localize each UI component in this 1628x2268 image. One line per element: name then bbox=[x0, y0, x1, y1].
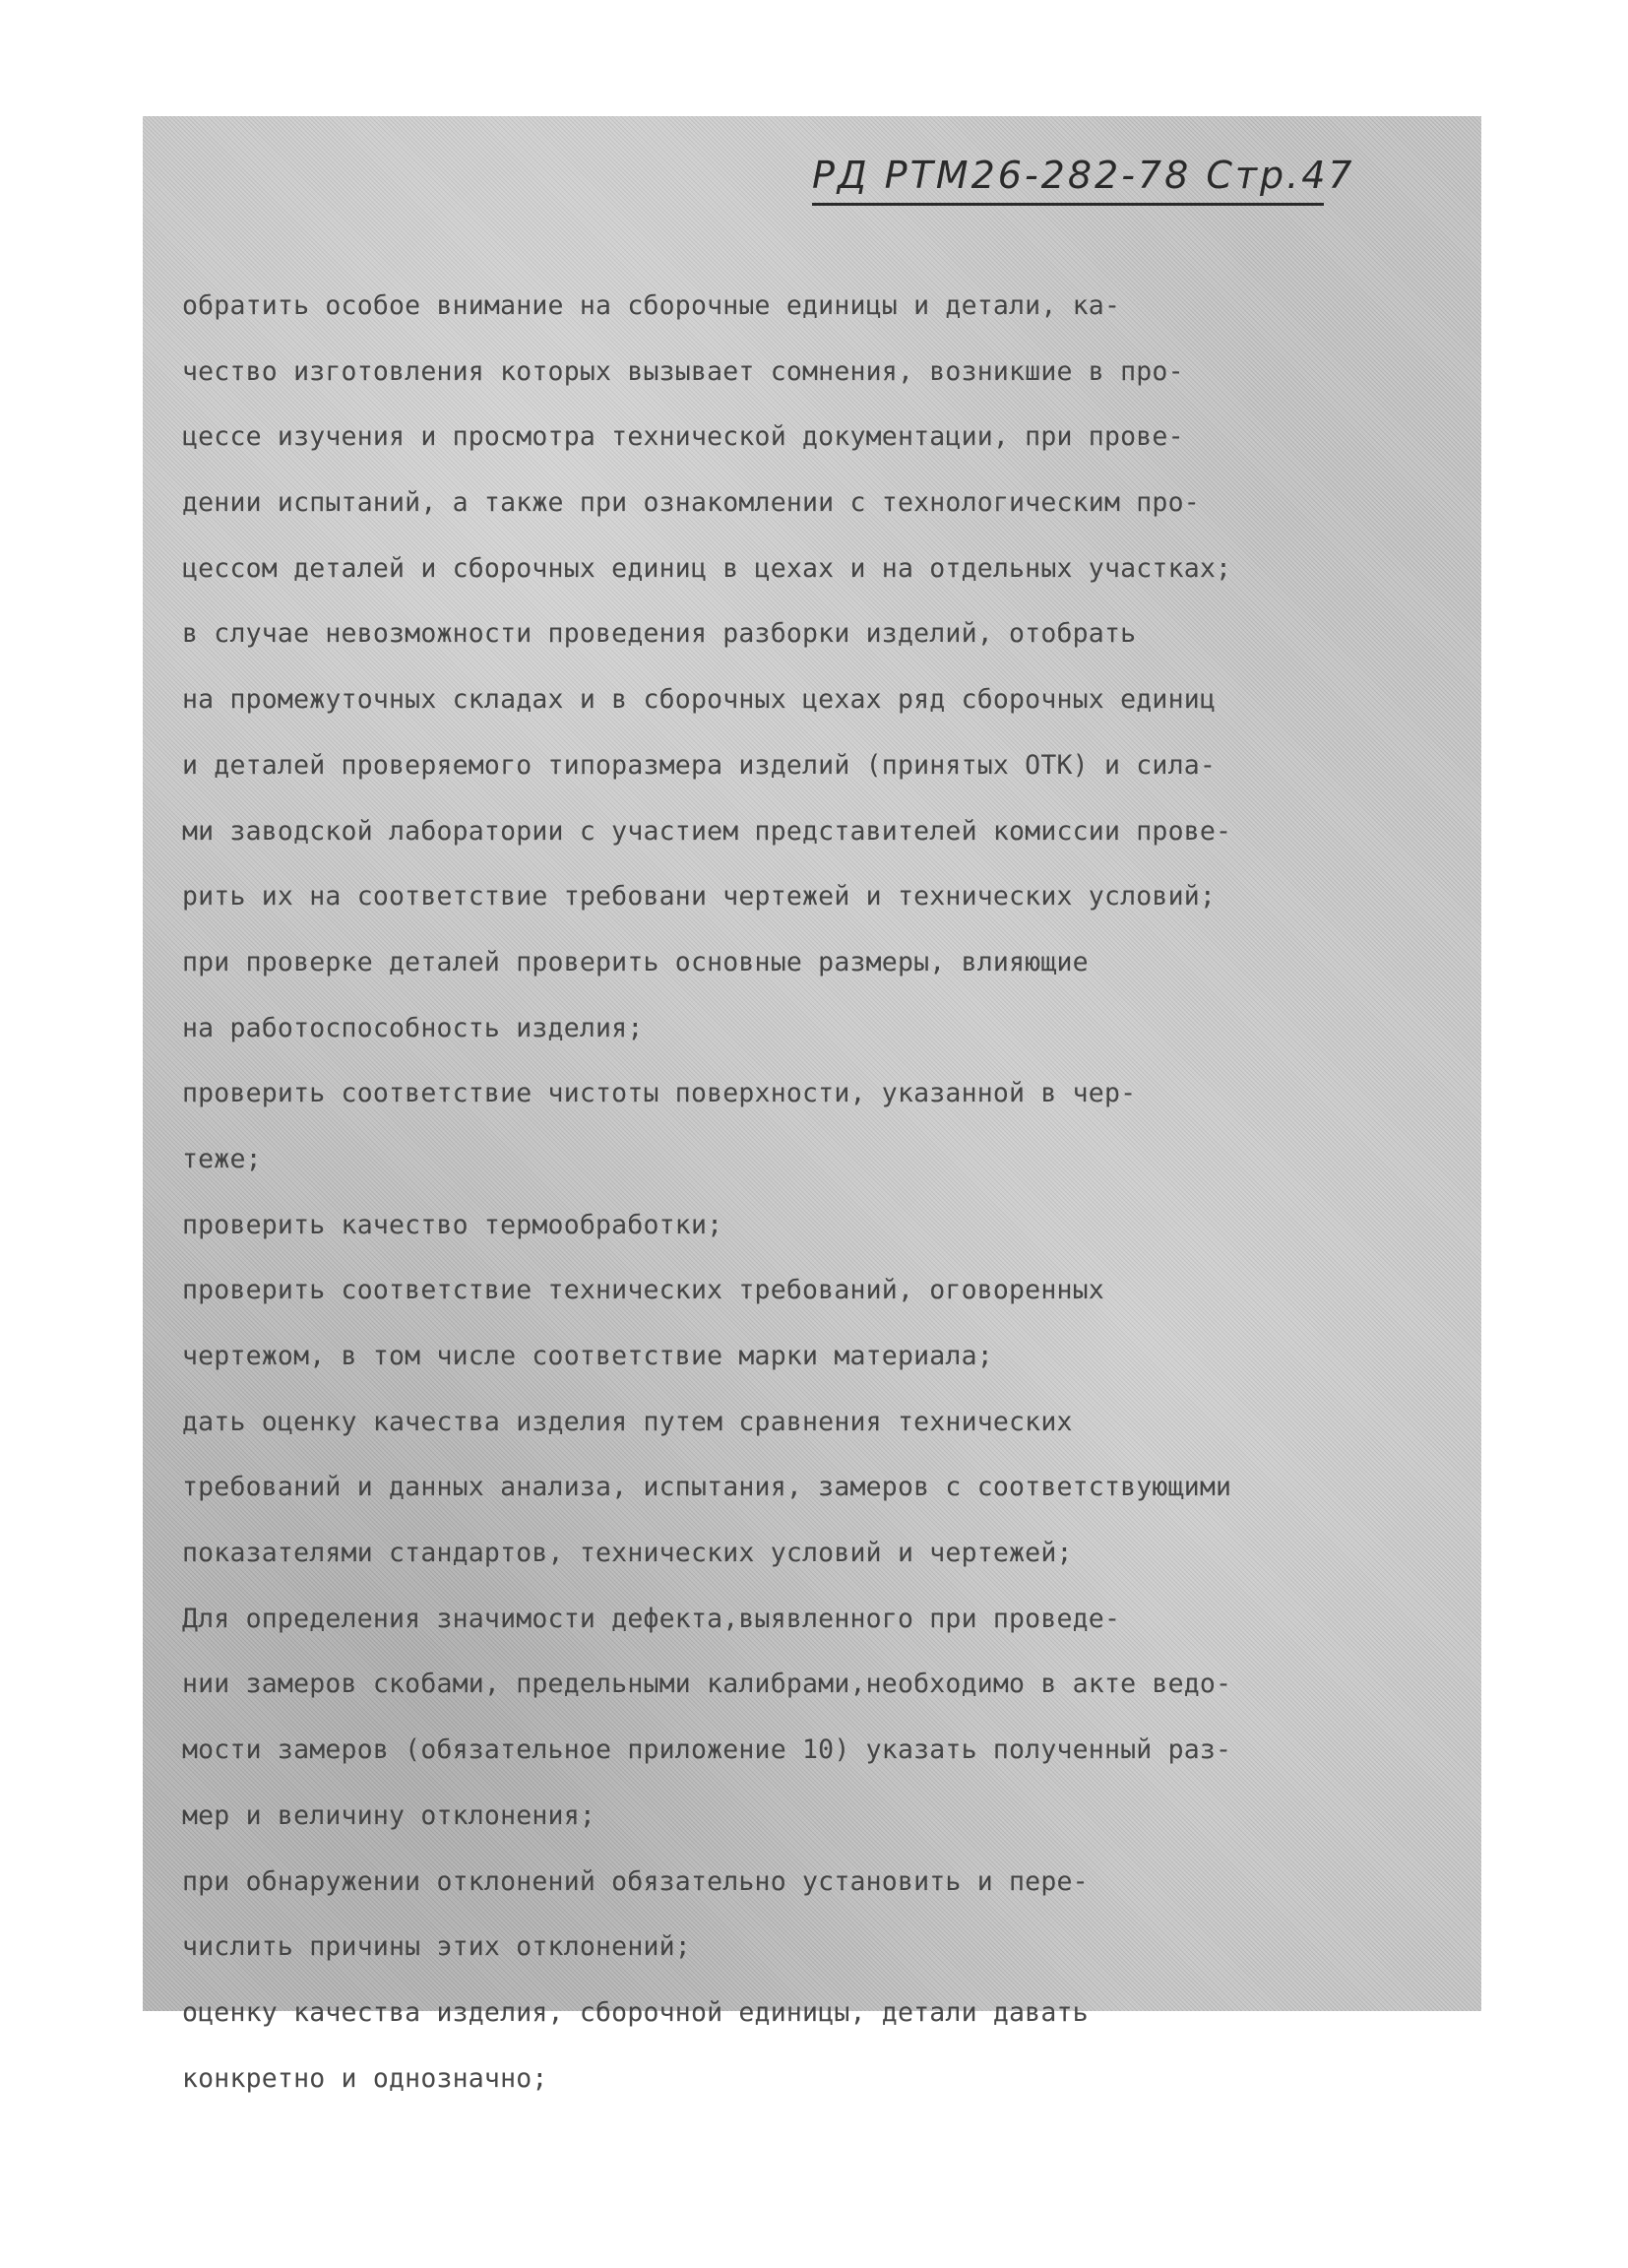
text-line: чество изготовления которых вызывает сомнения, возникшие в про- bbox=[182, 355, 1184, 387]
text-line: нии замеров скобами, предельными калибрами,необходимо в акте ведо- bbox=[182, 1669, 1232, 1700]
text-line: при обнаружении отклонений обязательно установить и пере- bbox=[182, 1865, 1089, 1897]
text-line: проверить соответствие технических требований, оговоренных bbox=[182, 1275, 1104, 1306]
document-body bbox=[182, 274, 1452, 2111]
scanned-page bbox=[143, 116, 1481, 2094]
text-line: в случае невозможности проведения разборки изделий, отобрать bbox=[182, 618, 1137, 650]
text-line: и деталей проверяемого типоразмера изделий (принятых ОТК) и сила- bbox=[182, 749, 1217, 781]
text-line: при проверке деталей проверить основные размеры, влияющие bbox=[182, 946, 1089, 977]
text-line: мер и величину отклонения; bbox=[182, 1799, 596, 1831]
text-line: цессе изучения и просмотра технической документации, при прове- bbox=[182, 421, 1184, 453]
text-line: дении испытаний, а также при ознакомлении с технологическим про- bbox=[182, 487, 1200, 519]
text-line: показателями стандартов, технических условий и чертежей; bbox=[182, 1538, 1073, 1569]
text-line: теже; bbox=[182, 1143, 262, 1174]
text-line: мости замеров (обязательное приложение 10) указать полученный раз- bbox=[182, 1734, 1232, 1766]
text-line: оценку качества изделия, сборочной единицы, детали давать bbox=[182, 1996, 1089, 2028]
text-line: ми заводской лаборатории с участием представителей комиссии прове- bbox=[182, 815, 1232, 847]
text-line: чертежом, в том числе соответствие марки материала; bbox=[182, 1341, 993, 1371]
text-line: на промежуточных складах и в сборочных цехах ряд сборочных единиц bbox=[182, 684, 1217, 716]
text-line: Для определения значимости дефекта,выявленного при проведе- bbox=[182, 1603, 1121, 1634]
text-line: цессом деталей и сборочных единиц в цехах и на отдельных участках; bbox=[182, 552, 1232, 584]
text-line: проверить соответствие чистоты поверхности, указанной в чер- bbox=[182, 1078, 1137, 1109]
text-line: рить их на соответствие требовани чертежей и технических условий; bbox=[182, 881, 1217, 913]
text-line: числить причины этих отклонений; bbox=[182, 1931, 691, 1963]
text-line: на работоспособность изделия; bbox=[182, 1012, 644, 1043]
text-line: обратить особое внимание на сборочные единицы и детали, ка- bbox=[182, 290, 1121, 321]
text-line: проверить качество термообработки; bbox=[182, 1209, 723, 1240]
page-header: РД РТМ26-282-78 Стр.47 bbox=[812, 154, 1355, 197]
text-line: конкретно и однозначно; bbox=[182, 2062, 548, 2094]
header-underline bbox=[812, 203, 1324, 206]
text-line: требований и данных анализа, испытания, замеров с соответствующими bbox=[182, 1472, 1232, 1503]
text-line: дать оценку качества изделия путем сравнения технических bbox=[182, 1406, 1073, 1437]
